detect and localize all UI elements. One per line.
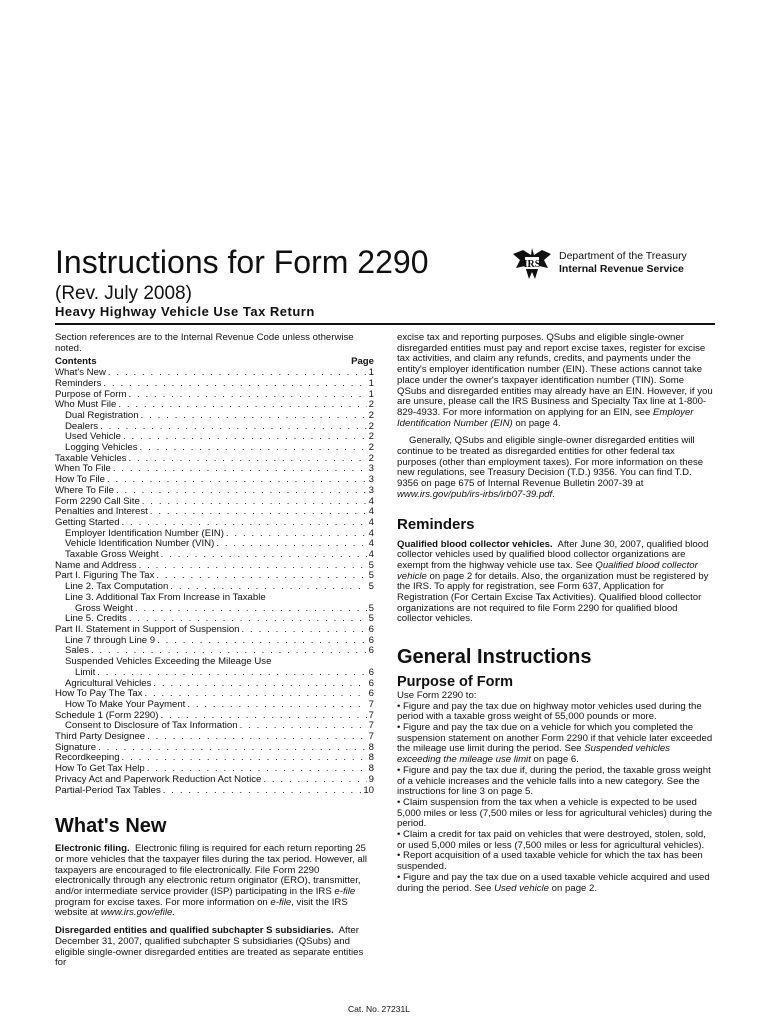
toc-page-number: 9 xyxy=(368,774,374,785)
toc-leader-dots xyxy=(238,721,367,732)
toc-entry-title: Line 7 through Line 9 xyxy=(65,635,156,646)
toc-entry-title: Third Party Designee xyxy=(55,732,146,743)
toc-page-number: 2 xyxy=(368,443,374,454)
toc-entry xyxy=(55,732,374,743)
toc-entry xyxy=(55,753,374,764)
toc-entry xyxy=(55,454,374,465)
toc-page-number: 4 xyxy=(368,517,374,528)
toc-entry xyxy=(55,764,374,775)
use-form-line: Use Form 2290 to: xyxy=(397,689,477,701)
toc-entry xyxy=(55,539,374,550)
toc-page-number: 4 xyxy=(368,550,374,561)
toc-entry-title: Getting Started xyxy=(55,517,120,528)
toc-leader-dots xyxy=(154,571,366,582)
toc-leader-dots xyxy=(116,400,366,411)
toc-page-number: 4 xyxy=(368,528,374,539)
toc-entry xyxy=(55,464,374,475)
irb-url: www.irs.gov/pub/irs-irbs/irb07-39.pdf xyxy=(397,488,553,500)
toc-entry xyxy=(55,443,374,454)
toc-entry-title: Gross Weight xyxy=(75,603,133,614)
toc-entry xyxy=(55,689,374,700)
toc-entry-title: Line 5. Credits xyxy=(65,614,127,625)
toc-entry-title: How To Get Tax Help xyxy=(55,764,145,775)
svg-text:IRS: IRS xyxy=(523,259,541,270)
toc-page-number: 2 xyxy=(368,421,374,432)
toc-entry-title: Vehicle Identification Number (VIN) xyxy=(65,539,215,550)
toc-page-number: 6 xyxy=(368,667,374,678)
toc-page-number: 5 xyxy=(368,603,374,614)
toc-page-number: 5 xyxy=(368,571,374,582)
toc-page-number: 8 xyxy=(368,753,374,764)
toc-leader-dots xyxy=(159,550,367,561)
toc-page-number: 4 xyxy=(368,496,374,507)
blood-collector-paragraph: Qualified blood collector vehicles. After June 30, 2007, qualified blood collector vehicles used by qualified blood collector organizations are exempt from the highway vehicle use tax. See Qualified blood collector vehicle on page 2 for details. Also, the organization must be registered by the IRS. To apply for registration, see Form 637, Application for Registration (For Certain Excise Tax Activities). Qualified blood collector organizations are not required to file Form 2290 for qualified blood collector vehicles. xyxy=(397,538,709,625)
toc-leader-dots xyxy=(148,507,367,518)
toc-entry xyxy=(55,604,374,615)
page-label: Page xyxy=(351,356,374,368)
toc-entry xyxy=(55,582,374,593)
toc-leader-dots xyxy=(185,700,366,711)
bullet-item: • Figure and pay the tax due on a used taxable vehicle acquired and used during the period. See Used vehicle on page 2. xyxy=(397,871,710,894)
toc-entry xyxy=(55,571,374,582)
toc-entry xyxy=(55,432,374,443)
toc-leader-dots xyxy=(98,422,367,433)
toc-page-number: 6 xyxy=(368,678,374,689)
toc-entry-title: Part II. Statement in Support of Suspension xyxy=(55,624,240,635)
whats-new-heading: What's New xyxy=(55,815,167,838)
toc-entry xyxy=(55,721,374,732)
toc-leader-dots xyxy=(106,368,367,379)
toc-page-number: 3 xyxy=(368,485,374,496)
blood-collector-label: Qualified blood collector vehicles. xyxy=(397,538,553,550)
electronic-filing-paragraph: Electronic filing. Electronic filing is required for each return reporting 25 or more vehicles that the taxpayer files during the tax period. However, all taxpayers are encouraged to file electronically. File Form 2290 electronically through any electronic return originator (ERO), transmitter, and/or intermediate service provider (ISP) participating in the IRS e-file program for excise taxes. For more information on e-file, visit the IRS website at www.irs.gov/efile. xyxy=(55,843,367,919)
agency-block xyxy=(559,250,687,276)
toc-entry-title: Recordkeeping xyxy=(55,753,120,764)
toc-entry-title: Logging Vehicles xyxy=(65,443,138,454)
contents-label: Contents xyxy=(55,356,97,368)
toc-entry-title: When To File xyxy=(55,464,111,475)
toc-leader-dots xyxy=(261,775,366,786)
toc-page-number: 2 xyxy=(368,453,374,464)
document-title: Instructions for Form 2290 xyxy=(55,244,429,280)
toc-entry-title: Sales xyxy=(65,646,89,657)
toc-page-number: 2 xyxy=(368,410,374,421)
toc-entry-title: Consent to Disclosure of Tax Information xyxy=(65,721,238,732)
toc-entry xyxy=(55,743,374,754)
toc-entry-title: Reminders xyxy=(55,378,102,389)
toc-entry xyxy=(55,518,374,529)
toc-leader-dots xyxy=(145,732,367,743)
bullet-item: • Report acquisition of a used taxable vehicle for which the tax has been suspended. xyxy=(397,850,703,873)
toc-leader-dots xyxy=(111,464,367,475)
toc-page-number: 7 xyxy=(368,710,374,721)
toc-page-number: 1 xyxy=(368,368,374,379)
toc-page-number: 7 xyxy=(368,699,374,710)
toc-entry xyxy=(55,497,374,508)
toc-entry xyxy=(55,529,374,540)
toc-page-number: 6 xyxy=(368,624,374,635)
toc-entry xyxy=(55,507,374,518)
toc-page-number: 6 xyxy=(368,635,374,646)
toc-leader-dots xyxy=(224,529,367,540)
toc-entry-title: Taxable Gross Weight xyxy=(65,550,159,561)
purpose-of-form-heading: Purpose of Form xyxy=(397,674,514,691)
reminders-heading: Reminders xyxy=(397,515,475,533)
toc-entry xyxy=(55,625,374,636)
toc-entry xyxy=(55,614,374,625)
toc-leader-dots xyxy=(105,475,367,486)
treasury-decision-paragraph: Generally, QSubs and eligible single-owner disregarded entities will continue to be treated as disregarded entities for other federal tax purposes (other than employment taxes). For more information on these new regulations, see Treasury Decision (T.D.) 9356. You can find T.D. 9356 on page 675 of Internal Revenue Bulletin 2007-39 at www.irs.gov/pub/irs-irbs/irb07-39.pdf. xyxy=(397,435,704,500)
toc-entry-title: Part I. Figuring The Tax xyxy=(55,571,155,582)
toc-page-number: 4 xyxy=(368,507,374,518)
toc-entry-title: Employer Identification Number (EIN) xyxy=(65,528,224,539)
toc-leader-dots xyxy=(120,518,367,529)
toc-entry xyxy=(55,550,374,561)
section-references-note: Section references are to the Internal Revenue Code unless otherwise noted. xyxy=(55,332,354,354)
toc-entry xyxy=(55,679,374,690)
irs-eagle-logo-icon xyxy=(511,246,553,282)
toc-leader-dots xyxy=(96,743,367,754)
efile-url: www.irs.gov/efile. xyxy=(100,907,175,919)
toc-leader-dots xyxy=(120,753,367,764)
toc-leader-dots xyxy=(138,443,367,454)
toc-entry-title: Suspended Vehicles Exceeding the Mileage Use xyxy=(65,657,272,668)
toc-entry xyxy=(55,411,374,422)
toc-leader-dots xyxy=(127,614,367,625)
left-column xyxy=(55,333,374,969)
toc-leader-dots xyxy=(89,646,367,657)
toc-entry-title: Where To File xyxy=(55,485,115,496)
bullet-item: • Claim suspension from the tax when a vehicle is expected to be used 5,000 miles or less (7,500 miles or less for agricultural vehicles) during the period. xyxy=(397,796,713,830)
toc-leader-dots xyxy=(161,786,362,797)
toc-page-number: 6 xyxy=(368,646,374,657)
toc-entry-title: Dual Registration xyxy=(65,410,139,421)
toc-page-number: 1 xyxy=(368,389,374,400)
toc-entry xyxy=(55,593,374,604)
contents-header xyxy=(55,357,374,368)
toc-page-number: 6 xyxy=(368,689,374,700)
toc-entry xyxy=(55,657,374,668)
toc-leader-dots xyxy=(95,668,366,679)
toc-page-number: 10 xyxy=(363,785,374,796)
right-column xyxy=(397,333,715,894)
toc-entry-title: Privacy Act and Paperwork Reduction Act Notice xyxy=(55,774,262,785)
toc-page-number: 7 xyxy=(368,721,374,732)
form-subtitle: Heavy Highway Vehicle Use Tax Return xyxy=(55,304,315,319)
toc-leader-dots xyxy=(142,689,366,700)
toc-entry xyxy=(55,368,374,379)
toc-entry-title: Agricultural Vehicles xyxy=(65,678,152,689)
toc-entry-title: Dealers xyxy=(65,421,99,432)
toc-leader-dots xyxy=(140,497,367,508)
toc-page-number: 8 xyxy=(368,742,374,753)
toc-leader-dots xyxy=(158,711,366,722)
toc-page-number: 5 xyxy=(368,614,374,625)
toc-entry xyxy=(55,646,374,657)
toc-entry-title: How To Pay The Tax xyxy=(55,689,143,700)
toc-entry xyxy=(55,711,374,722)
bullet-item: • Figure and pay the tax due on highway motor vehicles used during the period with a taxable gross weight of 55,000 pounds or more. xyxy=(397,700,702,723)
toc-entry xyxy=(55,668,374,679)
toc-page-number: 7 xyxy=(368,732,374,743)
toc-entry-title: How To File xyxy=(55,475,105,486)
toc-entry-title: Partial-Period Tax Tables xyxy=(55,785,161,796)
toc-entry-title: Signature xyxy=(55,742,97,753)
toc-page-number: 3 xyxy=(368,464,374,475)
toc-leader-dots xyxy=(137,561,367,572)
toc-page-number: 2 xyxy=(368,432,374,443)
toc-leader-dots xyxy=(168,582,366,593)
toc-page-number: 1 xyxy=(368,378,374,389)
toc-entry-title: Line 2. Tax Computation xyxy=(65,582,169,593)
bullet-item: • Claim a credit for tax paid on vehicles that were destroyed, stolen, sold, or used 5,000 miles or less (7,500 miles or less for agricultural vehicles). xyxy=(397,829,706,851)
disregarded-entities-paragraph: Disregarded entities and qualified subchapter S subsidiaries. After December 31, 2007, qualified subchapter S subsidiaries (QSubs) and eligible single-owner disregarded entities are treated as separate entities for xyxy=(55,925,364,969)
toc-leader-dots xyxy=(126,454,366,465)
toc-leader-dots xyxy=(214,539,366,550)
toc-entry xyxy=(55,775,374,786)
toc-entry xyxy=(55,561,374,572)
toc-entry-title: Penalties and Interest xyxy=(55,507,148,518)
toc-entry-title: What's New xyxy=(55,368,106,379)
catalog-number: Cat. No. 27231L xyxy=(348,1004,410,1014)
toc-entry-title: Name and Address xyxy=(55,560,137,571)
toc-entry-title: Taxable Vehicles xyxy=(55,453,127,464)
toc-leader-dots xyxy=(126,390,366,401)
toc-entry-title: Who Must File xyxy=(55,400,117,411)
revision-date: (Rev. July 2008) xyxy=(55,283,192,304)
toc-leader-dots xyxy=(101,379,366,390)
toc-entry-title: Schedule 1 (Form 2290) xyxy=(55,710,159,721)
header-rule xyxy=(55,323,715,325)
disregarded-entities-label: Disregarded entities and qualified subchapter S subsidiaries. xyxy=(55,925,334,937)
toc-entry xyxy=(55,475,374,486)
toc-leader-dots xyxy=(155,636,367,647)
toc-entry xyxy=(55,486,374,497)
toc-leader-dots xyxy=(133,604,367,615)
toc-entry xyxy=(55,636,374,647)
toc-entry-title: How To Make Your Payment xyxy=(65,699,186,710)
toc-page-number: 4 xyxy=(368,539,374,550)
bullet-item: • Figure and pay the tax due on a vehicle for which you completed the suspension statement on another Form 2290 if that vehicle later exceeded the mileage use limit during the period. See Suspended vehicles exceeding the mileage use limit on page 6. xyxy=(397,721,713,766)
irs-name: Internal Revenue Service xyxy=(559,263,684,275)
general-instructions-heading: General Instructions xyxy=(397,646,592,669)
toc-entry xyxy=(55,379,374,390)
qsubs-paragraph: excise tax and reporting purposes. QSubs and eligible single-owner disregarded entities must pay and report excise taxes, register for excise tax activities, and claim any refunds, credits, and payments under the entity's employer identification number (EIN). These actions cannot take place under the owner's taxpayer identification number (TIN). Some QSubs and disregarded entities may already have an EIN. However, if you are unsure, please call the IRS Business and Specialty Tax line at 1-800-829-4933. For more information on applying for an EIN, see Employer Identification Number (EIN) on page 4. xyxy=(397,332,713,429)
toc-entry-title: Form 2290 Call Site xyxy=(55,496,140,507)
bullet-item: • Figure and pay the tax due if, during the period, the taxable gross weight of a vehicle increases and the vehicle falls into a new category. See the instructions for line 3 on page 5. xyxy=(397,764,711,798)
treasury-department: Department of the Treasury xyxy=(559,250,687,262)
toc-leader-dots xyxy=(145,764,367,775)
toc-entry xyxy=(55,390,374,401)
table-of-contents xyxy=(55,368,374,796)
toc-entry xyxy=(55,422,374,433)
toc-entry xyxy=(55,400,374,411)
toc-page-number: 2 xyxy=(368,400,374,411)
toc-entry-title: Line 3. Additional Tax From Increase in Taxable xyxy=(65,592,266,603)
toc-page-number: 5 xyxy=(368,560,374,571)
toc-page-number: 3 xyxy=(368,475,374,486)
toc-leader-dots xyxy=(121,432,367,443)
toc-page-number: 5 xyxy=(368,582,374,593)
toc-entry-title: Used Vehicle xyxy=(65,432,121,443)
toc-page-number: 8 xyxy=(368,764,374,775)
toc-leader-dots xyxy=(240,625,367,636)
toc-entry xyxy=(55,700,374,711)
toc-leader-dots xyxy=(139,411,367,422)
toc-entry-title: Limit xyxy=(75,667,96,678)
electronic-filing-label: Electronic filing. xyxy=(55,843,130,855)
toc-entry-title: Purpose of Form xyxy=(55,389,127,400)
toc-leader-dots xyxy=(151,679,366,690)
toc-leader-dots xyxy=(114,486,367,497)
toc-entry xyxy=(55,786,374,797)
